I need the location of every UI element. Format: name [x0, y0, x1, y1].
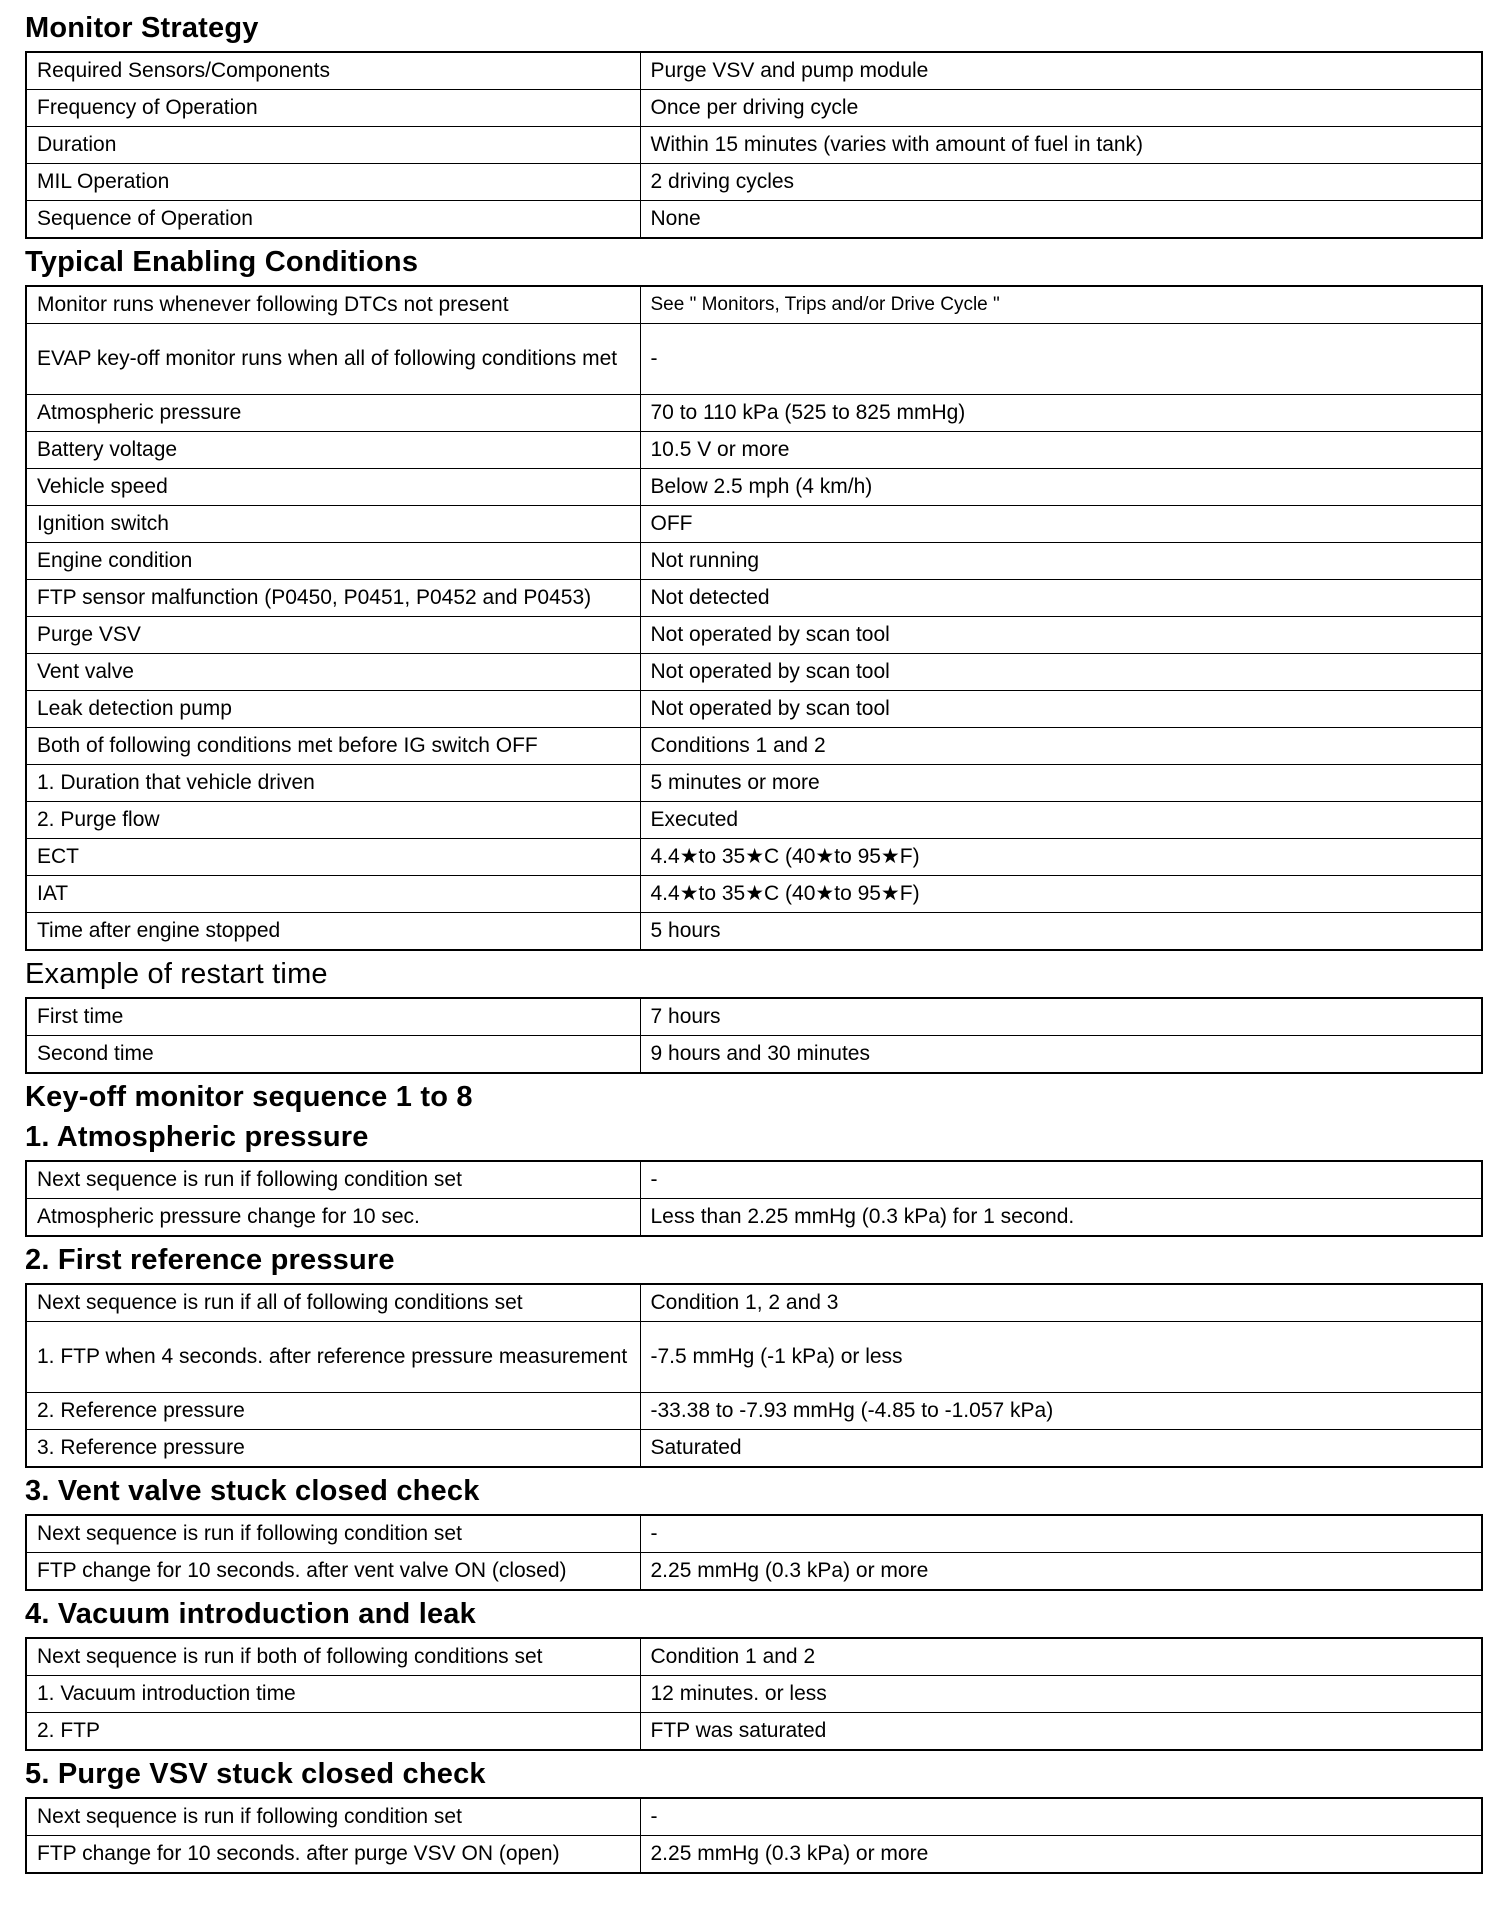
section-heading-restart-time: Example of restart time [25, 958, 328, 990]
row-label: FTP sensor malfunction (P0450, P0451, P0452 and P0453) [26, 580, 640, 617]
row-value: - [640, 1515, 1482, 1553]
row-value: See " Monitors, Trips and/or Drive Cycle " [640, 286, 1482, 324]
document-page [25, 8, 1481, 1877]
table-row [26, 52, 1482, 90]
row-label: EVAP key-off monitor runs when all of following conditions met [26, 324, 640, 395]
vacuum-introduction-table [25, 1637, 1483, 1751]
row-value: 12 minutes. or less [640, 1676, 1482, 1713]
row-value: FTP was saturated [640, 1713, 1482, 1751]
row-label: Next sequence is run if following condition set [26, 1161, 640, 1199]
row-label: Sequence of Operation [26, 201, 640, 239]
table-row [26, 802, 1482, 839]
row-label: 2. Purge flow [26, 802, 640, 839]
table-row [26, 543, 1482, 580]
row-value: 2 driving cycles [640, 164, 1482, 201]
row-label: Leak detection pump [26, 691, 640, 728]
table-row [26, 728, 1482, 765]
table-row [26, 654, 1482, 691]
row-label: Next sequence is run if all of following conditions set [26, 1284, 640, 1322]
row-value: Not running [640, 543, 1482, 580]
row-label: 2. Reference pressure [26, 1393, 640, 1430]
table-row [26, 998, 1482, 1036]
table-row [26, 1036, 1482, 1074]
row-value: 4.4★to 35★C (40★to 95★F) [640, 876, 1482, 913]
row-value: 10.5 V or more [640, 432, 1482, 469]
row-label: Second time [26, 1036, 640, 1074]
row-value: Once per driving cycle [640, 90, 1482, 127]
table-row [26, 1161, 1482, 1199]
row-label: Ignition switch [26, 506, 640, 543]
monitor-strategy-table [25, 51, 1483, 239]
table-row [26, 324, 1482, 395]
row-value: - [640, 1161, 1482, 1199]
row-value: Not operated by scan tool [640, 691, 1482, 728]
table-row [26, 395, 1482, 432]
table-row [26, 913, 1482, 951]
row-label: IAT [26, 876, 640, 913]
row-label: 1. FTP when 4 seconds. after reference pressure measurement [26, 1322, 640, 1393]
row-value: OFF [640, 506, 1482, 543]
row-label: FTP change for 10 seconds. after purge VSV ON (open) [26, 1836, 640, 1874]
row-value: Executed [640, 802, 1482, 839]
row-label: ECT [26, 839, 640, 876]
table-row [26, 617, 1482, 654]
table-row [26, 432, 1482, 469]
table-row [26, 765, 1482, 802]
row-label: MIL Operation [26, 164, 640, 201]
first-reference-pressure-table [25, 1283, 1483, 1468]
section-heading-vent-valve-check: 3. Vent valve stuck closed check [25, 1475, 480, 1507]
table-row [26, 876, 1482, 913]
row-value: Not operated by scan tool [640, 654, 1482, 691]
row-value: Not detected [640, 580, 1482, 617]
atmospheric-pressure-table [25, 1160, 1483, 1237]
section-heading-key-off-sequence: Key-off monitor sequence 1 to 8 [25, 1081, 473, 1113]
row-value: -33.38 to -7.93 mmHg (-4.85 to -1.057 kPa) [640, 1393, 1482, 1430]
vent-valve-check-table [25, 1514, 1483, 1591]
table-row [26, 1676, 1482, 1713]
row-label: Time after engine stopped [26, 913, 640, 951]
row-label: Frequency of Operation [26, 90, 640, 127]
table-row [26, 164, 1482, 201]
row-label: Next sequence is run if following condition set [26, 1515, 640, 1553]
row-value: 5 minutes or more [640, 765, 1482, 802]
table-row [26, 580, 1482, 617]
row-value: -7.5 mmHg (-1 kPa) or less [640, 1322, 1482, 1393]
section-heading-vacuum-introduction: 4. Vacuum introduction and leak [25, 1598, 476, 1630]
row-label: 3. Reference pressure [26, 1430, 640, 1468]
row-value: 7 hours [640, 998, 1482, 1036]
row-value: Less than 2.25 mmHg (0.3 kPa) for 1 second. [640, 1199, 1482, 1237]
row-label: Atmospheric pressure change for 10 sec. [26, 1199, 640, 1237]
table-row [26, 1430, 1482, 1468]
row-label: First time [26, 998, 640, 1036]
row-value: Condition 1, 2 and 3 [640, 1284, 1482, 1322]
table-row [26, 1199, 1482, 1237]
table-row [26, 1713, 1482, 1751]
row-value: - [640, 324, 1482, 395]
row-value: 2.25 mmHg (0.3 kPa) or more [640, 1836, 1482, 1874]
row-value: Purge VSV and pump module [640, 52, 1482, 90]
table-row [26, 1393, 1482, 1430]
row-value: Saturated [640, 1430, 1482, 1468]
row-label: Next sequence is run if both of following conditions set [26, 1638, 640, 1676]
table-row [26, 1553, 1482, 1591]
row-value: 9 hours and 30 minutes [640, 1036, 1482, 1074]
table-row [26, 506, 1482, 543]
table-row [26, 1322, 1482, 1393]
row-label: Vehicle speed [26, 469, 640, 506]
row-value: 70 to 110 kPa (525 to 825 mmHg) [640, 395, 1482, 432]
row-value: Within 15 minutes (varies with amount of fuel in tank) [640, 127, 1482, 164]
table-row [26, 90, 1482, 127]
row-label: Monitor runs whenever following DTCs not present [26, 286, 640, 324]
table-row [26, 691, 1482, 728]
table-row [26, 201, 1482, 239]
row-value: 2.25 mmHg (0.3 kPa) or more [640, 1553, 1482, 1591]
row-label: Purge VSV [26, 617, 640, 654]
row-value: Condition 1 and 2 [640, 1638, 1482, 1676]
row-label: Engine condition [26, 543, 640, 580]
table-row [26, 1284, 1482, 1322]
section-heading-first-reference-pressure: 2. First reference pressure [25, 1244, 395, 1276]
row-label: Next sequence is run if following condition set [26, 1798, 640, 1836]
section-heading-atmospheric-pressure: 1. Atmospheric pressure [25, 1121, 369, 1153]
row-label: Both of following conditions met before IG switch OFF [26, 728, 640, 765]
table-row [26, 839, 1482, 876]
section-heading-enabling-conditions: Typical Enabling Conditions [25, 246, 419, 278]
table-row [26, 1836, 1482, 1874]
row-value: - [640, 1798, 1482, 1836]
row-label: Atmospheric pressure [26, 395, 640, 432]
row-value: 4.4★to 35★C (40★to 95★F) [640, 839, 1482, 876]
table-row [26, 286, 1482, 324]
row-label: Vent valve [26, 654, 640, 691]
table-row [26, 1515, 1482, 1553]
enabling-conditions-table [25, 285, 1483, 951]
row-label: Required Sensors/Components [26, 52, 640, 90]
row-value: None [640, 201, 1482, 239]
table-row [26, 1798, 1482, 1836]
table-row [26, 1638, 1482, 1676]
row-value: Below 2.5 mph (4 km/h) [640, 469, 1482, 506]
row-value: Conditions 1 and 2 [640, 728, 1482, 765]
section-heading-monitor-strategy: Monitor Strategy [25, 12, 259, 44]
row-label: 2. FTP [26, 1713, 640, 1751]
row-value: Not operated by scan tool [640, 617, 1482, 654]
table-row [26, 469, 1482, 506]
row-label: 1. Duration that vehicle driven [26, 765, 640, 802]
section-heading-purge-vsv-check: 5. Purge VSV stuck closed check [25, 1758, 486, 1790]
row-label: Battery voltage [26, 432, 640, 469]
row-label: 1. Vacuum introduction time [26, 1676, 640, 1713]
row-label: Duration [26, 127, 640, 164]
purge-vsv-check-table [25, 1797, 1483, 1874]
restart-time-table [25, 997, 1483, 1074]
row-value: 5 hours [640, 913, 1482, 951]
row-label: FTP change for 10 seconds. after vent valve ON (closed) [26, 1553, 640, 1591]
table-row [26, 127, 1482, 164]
